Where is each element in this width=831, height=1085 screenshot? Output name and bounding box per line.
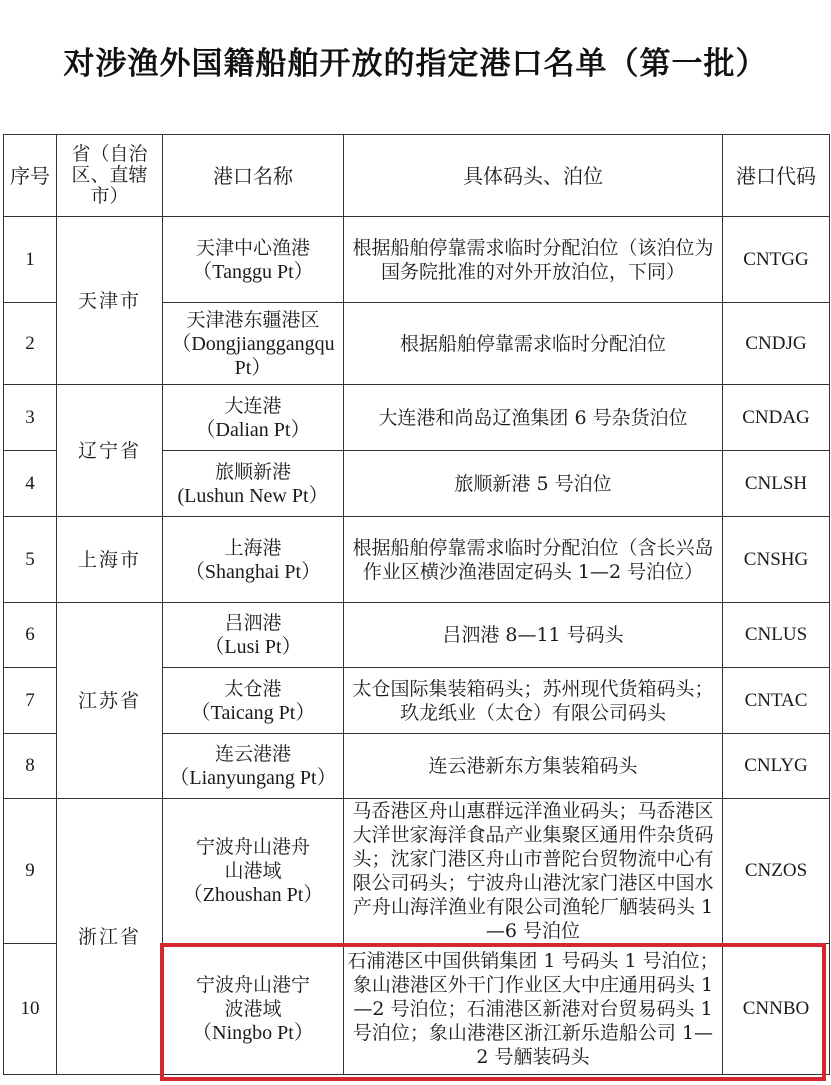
port-name-cn: 天津港东疆港区 [186,308,320,331]
port-name-cn: 宁波舟山港舟山港域 [196,836,311,882]
header-province: 省（自治区、直辖市） [57,135,163,217]
row-detail: 根据船舶停靠需求临时分配泊位（该泊位为国务院批准的对外开放泊位，下同） [344,217,723,303]
row-province: 天津市 [57,217,163,385]
port-name-cn: 连云港港 [214,743,291,765]
row-detail: 马岙港区舟山惠群远洋渔业码头；马岙港区大洋世家海洋食品产业集聚区通用件杂货码头；沈家门港区舟山市普陀台贸物流中心有限公司码头；宁波舟山港沈家门港区中国水产舟山海洋渔业有限公司渔轮厂舾装码头 1—6 号泊位 [344,799,723,944]
row-detail: 吕泗港 8—11 号码头 [344,603,723,668]
row-detail: 旅顺新港 5 号泊位 [344,451,723,517]
port-name-en: （Shanghai Pt） [184,560,322,583]
port-name-en: (Lushun New Pt） [177,484,329,507]
row-code: CNDJG [723,303,830,385]
port-name-cn: 吕泗港 [224,612,282,634]
port-name-en: （Zhoushan Pt） [182,884,324,906]
row-province: 江苏省 [57,603,163,799]
row-seq: 3 [4,385,57,451]
row-code: CNTGG [723,217,830,303]
port-name-en: （Ningbo Pt） [192,1022,314,1044]
row-detail: 大连港和尚岛辽渔集团 6 号杂货泊位 [344,385,723,451]
header-port: 港口名称 [163,135,344,217]
row-detail: 根据船舶停靠需求临时分配泊位 [344,303,723,385]
row-port [163,385,344,451]
port-name-en: （Tanggu Pt） [192,260,314,283]
row-seq: 2 [4,303,57,385]
row-detail: 连云港新东方集装箱码头 [344,734,723,799]
row-port [163,303,344,385]
row-port [163,944,344,1075]
row-port [163,668,344,734]
row-seq: 8 [4,734,57,799]
port-name-cn: 太仓港 [224,677,282,700]
row-seq: 6 [4,603,57,668]
document-title: 对涉渔外国籍船舶开放的指定港口名单（第一批） [63,46,768,82]
row-province: 浙江省 [57,799,163,1075]
table-row [4,517,830,603]
header-code: 港口代码 [723,135,830,217]
row-seq: 4 [4,451,57,517]
port-name-cn: 天津中心渔港 [195,236,310,259]
table-row [4,217,830,303]
port-name-cn: 旅顺新港 [214,460,291,483]
port-name-en: （Taicang Pt） [190,701,316,724]
row-detail: 根据船舶停靠需求临时分配泊位（含长兴岛作业区横沙渔港固定码头 1—2 号泊位） [344,517,723,603]
row-seq: 1 [4,217,57,303]
row-province: 上海市 [57,517,163,603]
port-name-cn: 上海港 [224,536,282,559]
port-name-cn: 宁波舟山港宁波港域 [196,974,311,1020]
row-code: CNLSH [723,451,830,517]
row-port [163,734,344,799]
row-port [163,451,344,517]
row-code: CNLUS [723,603,830,668]
table-row [4,385,830,451]
row-port [163,217,344,303]
port-name-en: （Lusi Pt） [204,636,302,658]
row-code: CNNBO [723,944,830,1075]
table-row [4,603,830,668]
row-code: CNSHG [723,517,830,603]
row-code: CNLYG [723,734,830,799]
row-seq: 9 [4,799,57,944]
table-row [4,799,830,944]
row-seq: 10 [4,944,57,1075]
row-detail: 石浦港区中国供销集团 1 号码头 1 号泊位；象山港港区外干门作业区大中庄通用码头 1—2 号泊位；石浦港区新港对台贸易码头 1 号泊位；象山港港区浙江新乐造船公司 1—2 号舾装码头 [344,944,723,1075]
row-code: CNDAG [723,385,830,451]
port-name-cn: 大连港 [224,394,282,417]
row-detail: 太仓国际集装箱码头；苏州现代货箱码头；玖龙纸业（太仓）有限公司码头 [344,668,723,734]
port-name-en: （Dalian Pt） [195,418,311,441]
row-code: CNTAC [723,668,830,734]
port-table [3,134,830,1075]
row-seq: 7 [4,668,57,734]
header-detail: 具体码头、泊位 [344,135,723,217]
row-code: CNZOS [723,799,830,944]
row-port [163,517,344,603]
port-name-en: （Dongjianggangqu Pt） [171,332,335,379]
row-seq: 5 [4,517,57,603]
port-name-en: （Lianyungang Pt） [169,767,337,789]
row-province: 辽宁省 [57,385,163,517]
row-port [163,603,344,668]
row-port [163,799,344,944]
header-seq: 序号 [4,135,57,217]
